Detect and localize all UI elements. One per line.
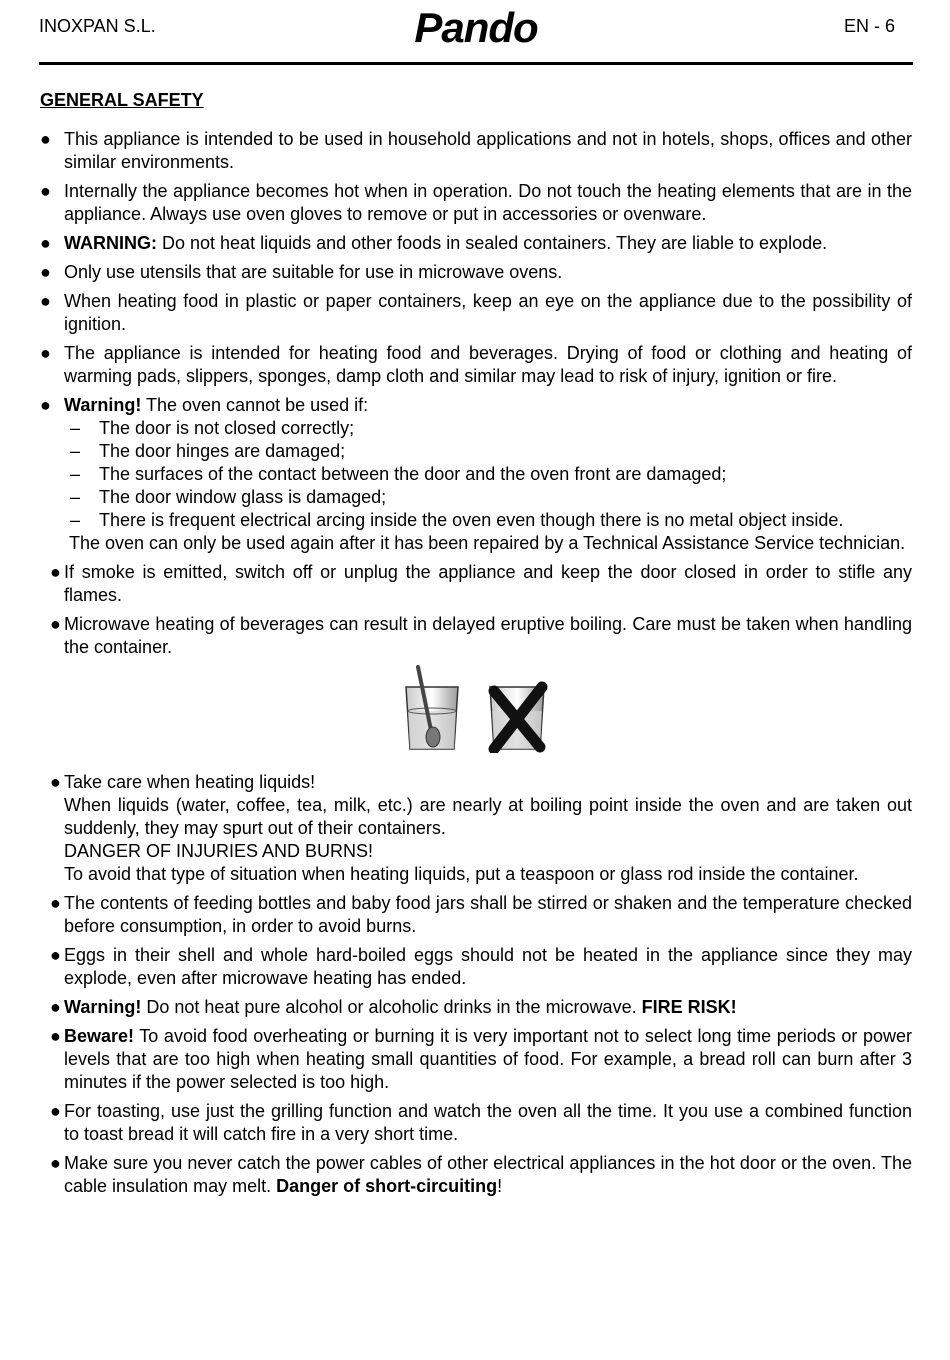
bullet-icon: ● xyxy=(50,893,61,913)
list-item: ● Eggs in their shell and whole hard-boiled eggs should not be heated in the appliance since they may explode, even after microwave heating has ended. xyxy=(50,945,912,988)
glass-figure xyxy=(40,665,912,765)
list-item: ● Microwave heating of beverages can result in delayed eruptive boiling. Care must be taken when handling the container. xyxy=(50,614,912,657)
bullet-icon: ● xyxy=(50,997,61,1017)
header-rule xyxy=(39,62,913,65)
bullet-icon: ● xyxy=(50,1026,61,1046)
list-item: ● The appliance is intended for heating food and beverages. Drying of food or clothing and heating of warming pads, slippers, sponges, damp cloth and similar may lead to risk of injury, ignition or fire. xyxy=(40,343,912,386)
dash-icon: – xyxy=(70,510,81,530)
glass-crossed-out-icon xyxy=(484,665,550,753)
list-item: ● If smoke is emitted, switch off or unplug the appliance and keep the door closed in order to stifle any flames. xyxy=(50,562,912,605)
page-header xyxy=(39,0,913,64)
bullet-icon: ● xyxy=(50,614,61,634)
list-item: ● Internally the appliance becomes hot when in operation. Do not touch the heating elements that are in the appliance. Always use oven gloves to remove or put in accessories or ovenware. xyxy=(40,181,912,224)
bullet-icon: ● xyxy=(40,395,51,415)
dash-icon: – xyxy=(70,487,81,507)
bullet-icon: ● xyxy=(40,233,51,253)
bullet-icon: ● xyxy=(50,945,61,965)
dash-icon: – xyxy=(70,441,81,461)
company-name: INOXPAN S.L. xyxy=(39,16,156,36)
condition-item: – The door is not closed correctly; xyxy=(70,418,355,438)
list-item: ● Warning! The oven cannot be used if: xyxy=(40,395,369,415)
dash-icon: – xyxy=(70,418,81,438)
list-item: ● Make sure you never catch the power cables of other electrical appliances in the hot door or the oven. The cable insulation may melt. Danger of short-circuiting! xyxy=(50,1153,912,1196)
safety-list xyxy=(40,128,912,1204)
bullet-icon: ● xyxy=(40,181,51,201)
list-item: ● For toasting, use just the grilling function and watch the oven all the time. It you use a combined function to toast bread it will catch fire in a very short time. xyxy=(50,1101,912,1144)
condition-item: – The door hinges are damaged; xyxy=(70,441,346,461)
condition-item: – The surfaces of the contact between the door and the oven front are damaged; xyxy=(70,464,727,484)
bullet-icon: ● xyxy=(40,291,51,311)
list-item: ● Beware! To avoid food overheating or burning it is very important not to select long time periods or power levels that are too high when heating small quantities of food. For example, a bread roll can burn after 3 minutes if the power selected is too high. xyxy=(50,1026,912,1092)
section-title: GENERAL SAFETY xyxy=(40,90,204,110)
bullet-icon: ● xyxy=(50,562,61,582)
condition-item: – The door window glass is damaged; xyxy=(70,487,387,507)
condition-item: – There is frequent electrical arcing inside the oven even though there is no metal object inside. xyxy=(70,510,844,530)
bullet-icon: ● xyxy=(50,772,61,792)
bullet-icon: ● xyxy=(40,343,51,363)
list-item: ● WARNING: Do not heat liquids and other foods in sealed containers. They are liable to explode. xyxy=(40,233,828,253)
bullet-icon: ● xyxy=(50,1101,61,1121)
list-item: ● This appliance is intended to be used in household applications and not in hotels, shops, offices and other similar environments. xyxy=(40,129,912,172)
list-item: ● Take care when heating liquids! When liquids (water, coffee, tea, milk, etc.) are nearly at boiling point inside the oven and are taken out suddenly, they may spurt out of their containers. DANGER OF INJURIES AND BURNS! To avoid that type of situation when heating liquids, put a teaspoon or glass rod inside the container. xyxy=(50,772,912,884)
dash-icon: – xyxy=(70,464,81,484)
bullet-icon: ● xyxy=(40,262,51,282)
bullet-icon: ● xyxy=(50,1153,61,1173)
conditions-note: The oven can only be used again after it has been repaired by a Technical Assistance Service technician. xyxy=(69,533,906,553)
glass-with-spoon-icon xyxy=(402,665,462,753)
list-item: ● Only use utensils that are suitable for use in microwave ovens. xyxy=(40,262,563,282)
brand-logo: Pando xyxy=(414,4,538,51)
list-item: ● The contents of feeding bottles and baby food jars shall be stirred or shaken and the temperature checked before consumption, in order to avoid burns. xyxy=(50,893,912,936)
page-number: EN - 6 xyxy=(843,16,895,36)
list-item: ● When heating food in plastic or paper containers, keep an eye on the appliance due to the possibility of ignition. xyxy=(40,291,912,334)
list-item: ● Warning! Do not heat pure alcohol or alcoholic drinks in the microwave. FIRE RISK! xyxy=(50,997,737,1017)
bullet-icon: ● xyxy=(40,129,51,149)
